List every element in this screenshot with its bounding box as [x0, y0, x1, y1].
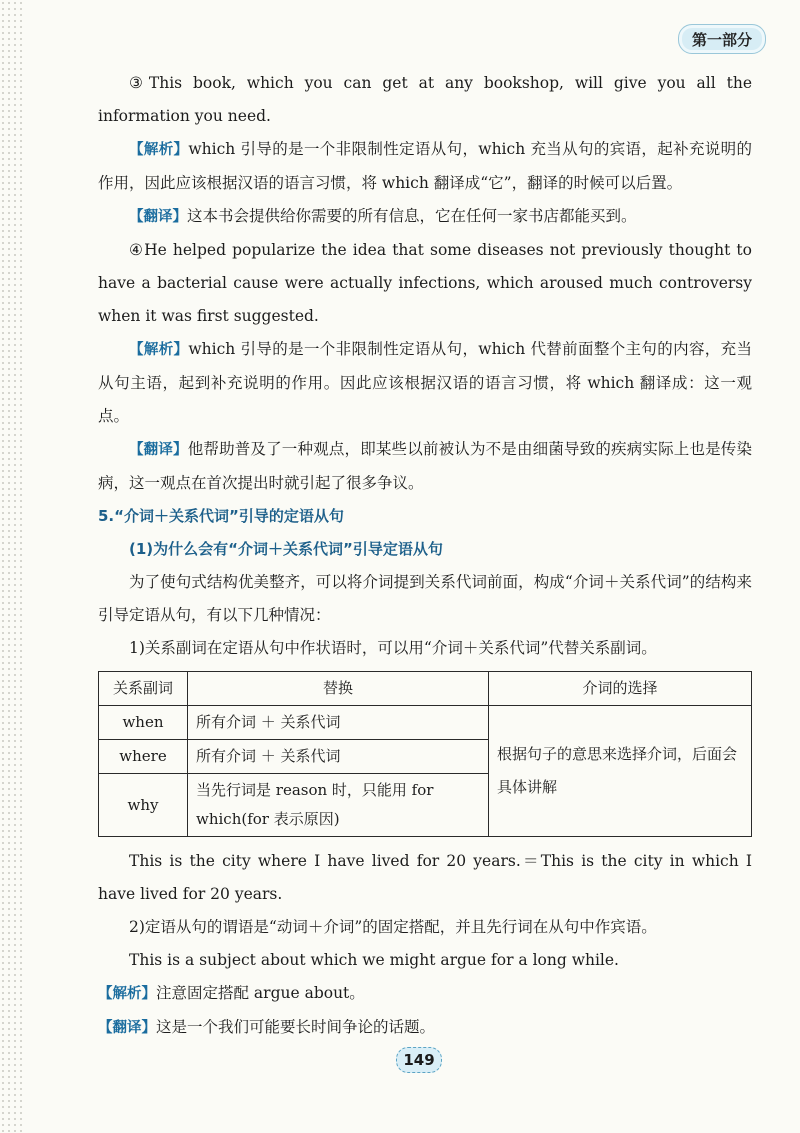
example-2-sentence: This is a subject about which we might argue for a long while.	[129, 951, 619, 969]
example-3-sentence: ③This book, which you can get at any bookshop, will give you all the information you need.	[98, 74, 752, 125]
translation-tag: 【翻译】	[129, 209, 187, 225]
example-5-translation	[98, 1011, 752, 1045]
analysis-text: which 引导的是一个非限制性定语从句，which 代替前面整个主句的内容，充当从句主语，起到补充说明的作用。因此应该根据汉语的语言习惯，将 which 翻译成：这一观点。	[98, 340, 752, 425]
section-tab-label: 第一部分	[691, 30, 752, 49]
table-cell-adverb: when	[99, 706, 188, 740]
table-cell-adverb: why	[99, 774, 188, 837]
intro-paragraph: 为了使句式结构优美整齐，可以将介词提到关系代词前面，构成“介词＋关系代词”的结构来引导定语从句，有以下几种情况：	[98, 573, 752, 624]
section-5-heading: 5.“介词＋关系代词”引导的定语从句	[98, 507, 344, 525]
case-1-text: 1)关系副词在定语从句中作状语时，可以用“介词＋关系代词”代替关系副词。	[129, 639, 657, 657]
table-cell-replacement: 当先行词是 reason 时，只能用 for which(for 表示原因)	[188, 774, 489, 837]
example-3-analysis	[98, 133, 752, 200]
example-4-translation	[98, 433, 752, 500]
translation-text: 这本书会提供给你需要的所有信息，它在任何一家书店都能买到。	[187, 207, 637, 225]
analysis-tag: 【解析】	[129, 342, 189, 358]
subsection-1-heading: (1)为什么会有“介词＋关系代词”引导定语从句	[129, 540, 443, 558]
example-3-translation	[98, 200, 752, 234]
table-header-cell: 介词的选择	[489, 672, 752, 706]
analysis-text: which 引导的是一个非限制性定语从句，which 充当从句的宾语，起补充说明的作用，因此应该根据汉语的语言习惯，将 which 翻译成“它”，翻译的时候可以后置。	[98, 140, 752, 192]
table-header-cell: 关系副词	[99, 672, 188, 706]
analysis-tag: 【解析】	[129, 142, 189, 158]
relative-adverb-table	[98, 671, 752, 837]
page-number	[396, 1047, 442, 1073]
table-header-row	[99, 672, 752, 706]
binding-edge	[0, 0, 22, 1133]
table-cell-replacement: 所有介词 ＋ 关系代词	[188, 740, 489, 774]
analysis-tag: 【解析】	[98, 986, 156, 1002]
table-row	[99, 706, 752, 740]
translation-text: 他帮助普及了一种观点，即某些以前被认为不是由细菌导致的疾病实际上也是传染病，这一观点在首次提出时就引起了很多争议。	[98, 440, 752, 492]
table-header-cell: 替换	[188, 672, 489, 706]
analysis-text: 注意固定搭配 argue about。	[156, 984, 365, 1002]
example-4-sentence: ④He helped popularize the idea that some diseases not previously thought to have a bacterial cause were actually infections, which aroused much controversy when it was first suggested.	[98, 241, 752, 325]
table-cell-replacement: 所有介词 ＋ 关系代词	[188, 706, 489, 740]
table-cell-choice: 根据句子的意思来选择介词，后面会具体讲解	[489, 706, 752, 837]
table-cell-adverb: where	[99, 740, 188, 774]
translation-tag: 【翻译】	[129, 442, 188, 458]
page-number-text: 149	[403, 1051, 435, 1069]
case-2-text: 2)定语从句的谓语是“动词＋介词”的固定搭配，并且先行词在从句中作宾语。	[129, 918, 657, 936]
translation-text: 这是一个我们可能要长时间争论的话题。	[156, 1018, 436, 1036]
example-1-sentence: This is the city where I have lived for 20 years.＝This is the city in which I have lived for 20 years.	[98, 852, 752, 903]
example-5-analysis	[98, 977, 752, 1011]
section-tab	[678, 24, 766, 54]
translation-tag: 【翻译】	[98, 1020, 156, 1036]
page-content	[98, 67, 752, 1045]
example-4-analysis	[98, 333, 752, 433]
